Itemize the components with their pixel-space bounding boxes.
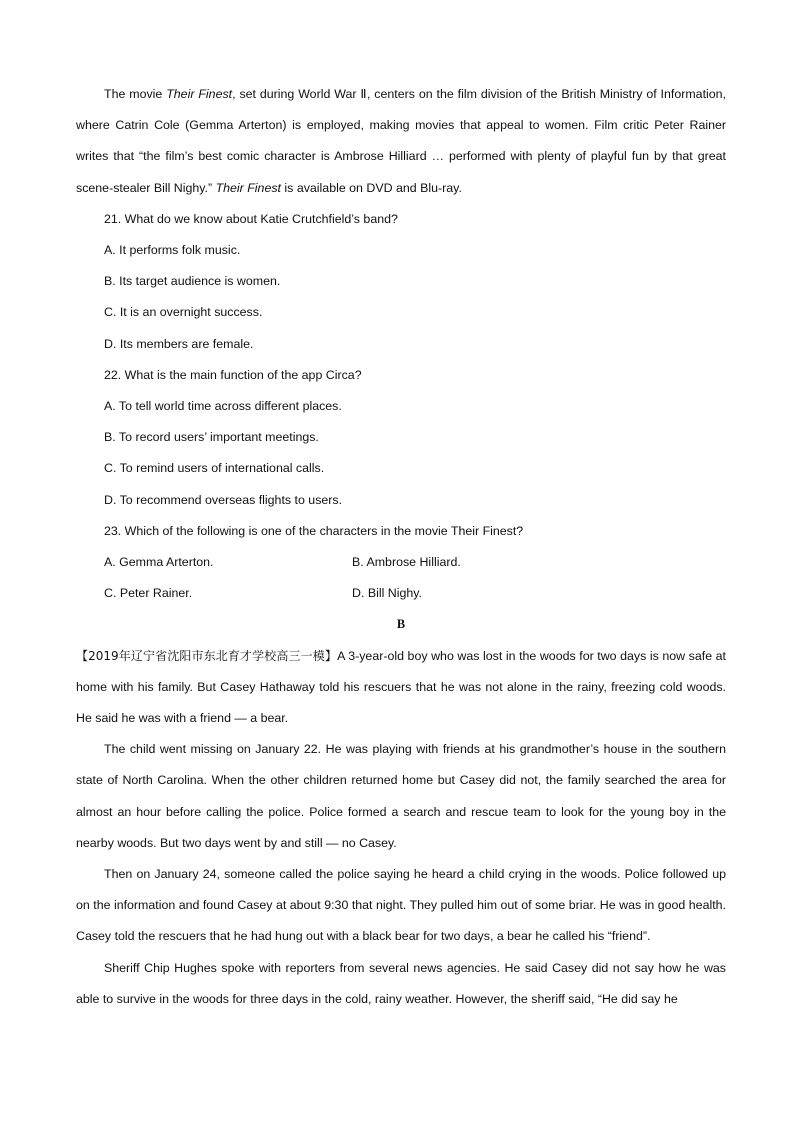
question-stem: 23. Which of the following is one of the characters in the movie Their Finest? <box>104 523 524 538</box>
text-run: A 3-year-old boy who was lost in the woods for two days is now safe at home with his family. But Casey Hathaway told his rescuers that he was not alone in the rainy, freezing cold woods. He said he was with a friend — a bear. <box>76 648 726 726</box>
question-21 <box>76 204 726 360</box>
answer-option: D. Its members are female. <box>104 336 254 351</box>
passage-b-paragraph: The child went missing on January 22. He was playing with friends at his grandmother’s house in the southern state of North Carolina. When the other children returned home but Casey did not, the family searched the area for almost an hour before calling the police. Police formed a search and rescue team to look for the young boy in the nearby woods. But two days went by and still — no Casey. <box>76 742 726 850</box>
answer-option: B. Ambrose Hilliard. <box>352 555 461 570</box>
passage-b-paragraph <box>76 641 726 735</box>
question-22 <box>76 360 726 516</box>
answer-option: D. Bill Nighy. <box>352 586 422 601</box>
answer-option: C. To remind users of international calls. <box>104 461 325 476</box>
document-page <box>76 79 726 1015</box>
answer-option-row <box>76 578 726 609</box>
question-stem: 22. What is the main function of the app Circa? <box>104 367 362 382</box>
answer-option: A. To tell world time across different places. <box>104 399 342 414</box>
question-stem: 21. What do we know about Katie Crutchfield’s band? <box>104 211 398 226</box>
passage-b-paragraph: Then on January 24, someone called the police saying he heard a child crying in the woods. Police followed up on the information and found Casey at about 9:30 that night. They pulled him out of some briar. He was in good health. Casey told the rescuers that he had hung out with a black bear for two days, a bear he called his “friend”. <box>76 867 726 944</box>
answer-option: C. Peter Rainer. <box>104 586 193 601</box>
section-heading: B <box>396 617 406 632</box>
answer-option: B. Its target audience is women. <box>104 274 281 289</box>
question-23 <box>76 516 726 610</box>
answer-option-row <box>76 547 726 578</box>
answer-option: B. To record users’ important meetings. <box>104 430 319 445</box>
source-tag: 【2019年辽宁省沈阳市东北育才学校高三一模】 <box>76 648 338 663</box>
text-run: is available on DVD and Blu-ray. <box>280 180 462 195</box>
movie-title: Their Finest <box>215 180 281 195</box>
passage-b-paragraph: Sheriff Chip Hughes spoke with reporters from several news agencies. He said Casey did not say how he was able to survive in the woods for three days in the cold, rainy weather. However, the sheriff said, “He did say he <box>76 960 726 1006</box>
answer-option: C. It is an overnight success. <box>104 305 263 320</box>
answer-option: D. To recommend overseas flights to users. <box>104 492 343 507</box>
movie-title: Their Finest <box>166 87 233 101</box>
text-run: The movie <box>104 87 167 101</box>
passage-a-paragraph <box>76 79 726 204</box>
text-run: , set during World War Ⅱ, centers on the film division of the British Ministry of Information, where Catrin Cole (Gemma Arterton) is employed, making movies that appeal to women. Film critic Peter Rainer writes that “the film’s best comic character is Ambrose Hilliard … performed with plenty of playful fun by that great scene-stealer Bill Nighy.” <box>76 87 726 195</box>
answer-option: A. Gemma Arterton. <box>104 555 214 570</box>
answer-option: A. It performs folk music. <box>104 243 241 258</box>
